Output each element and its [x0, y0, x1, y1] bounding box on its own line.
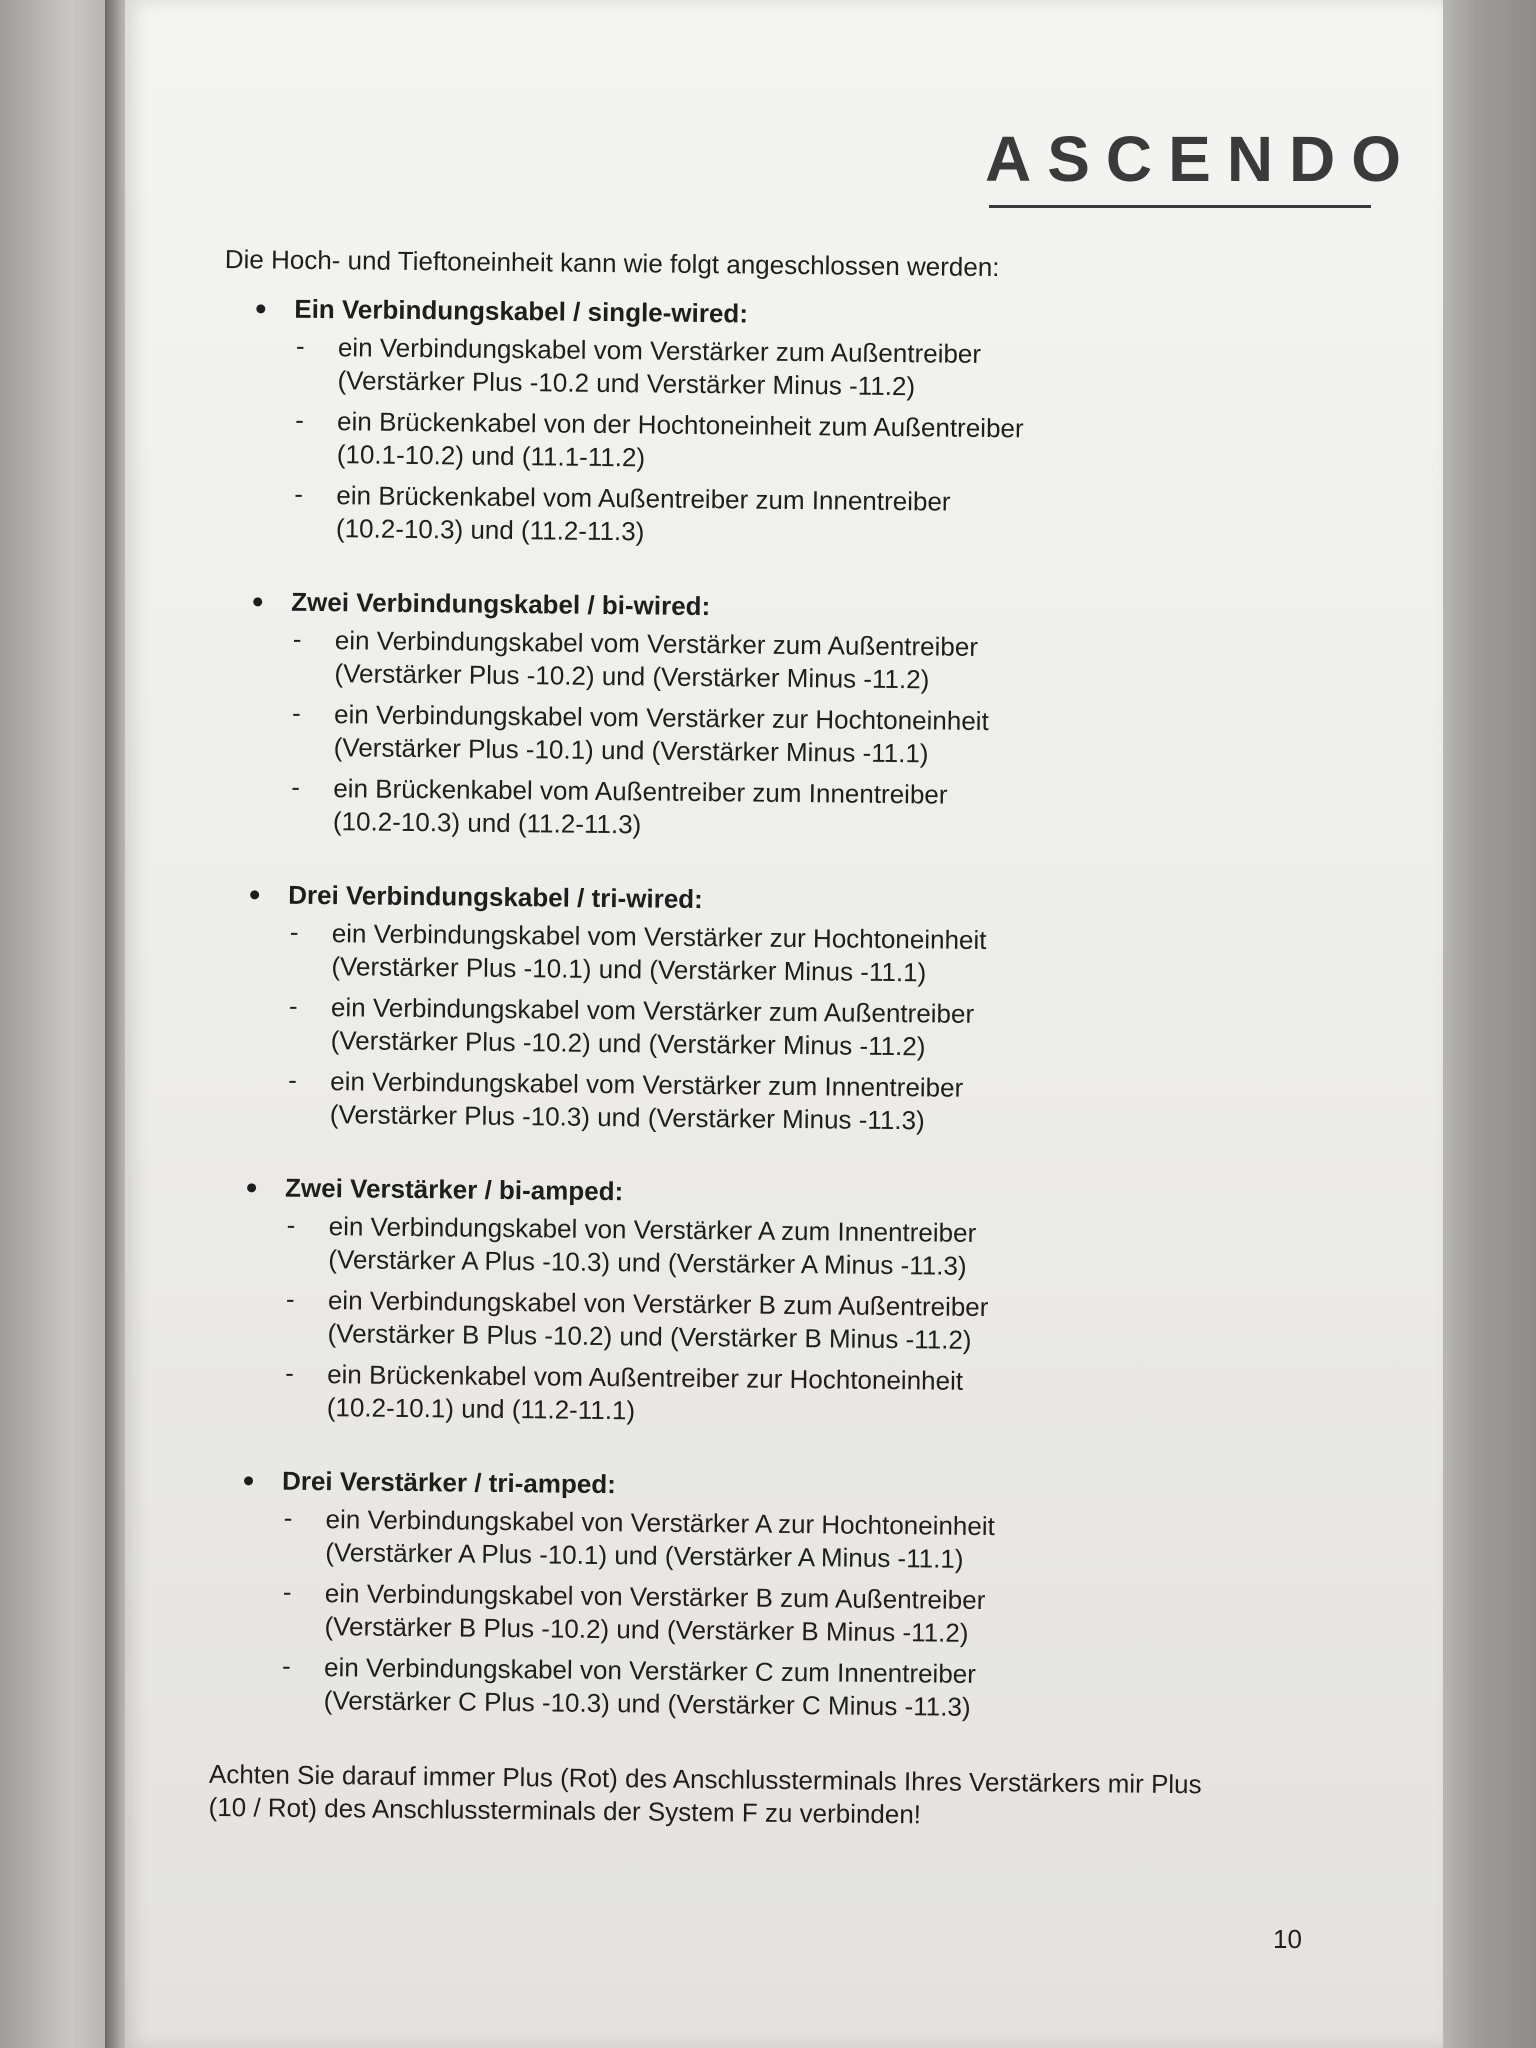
- item-line: (Verstärker A Plus -10.1) und (Verstärker A Minus -11.1): [325, 1537, 964, 1574]
- list-item: [223, 404, 1344, 482]
- item-line: ein Verbindungskabel vom Verstärker zum Außentreiber: [330, 992, 975, 1029]
- item-line: ein Verbindungskabel vom Verstärker zum Innentreiber: [330, 1066, 964, 1103]
- item-line: (10.2-10.1) und (11.2-11.1): [326, 1392, 636, 1426]
- item-line: ein Verbindungskabel vom Verstärker zum Außentreiber: [334, 625, 979, 662]
- section-title-text: Ein Verbindungskabel / single-wired:: [294, 293, 749, 329]
- list-item: [217, 916, 1338, 994]
- dash-marker: -: [288, 990, 298, 1021]
- dash-marker: -: [292, 623, 302, 654]
- section-title: [221, 586, 1341, 629]
- section-title-text: Drei Verbindungskabel / tri-wired:: [288, 879, 703, 915]
- list-item: [211, 1502, 1332, 1580]
- item-line: ein Brückenkabel von der Hochtoneinheit zum Außentreiber: [336, 406, 1024, 444]
- item-line: ein Verbindungskabel vom Verstärker zur Hochtoneinheit: [333, 699, 989, 737]
- dash-marker: -: [282, 1576, 292, 1607]
- list-item: [210, 1650, 1331, 1728]
- item-line: ein Brückenkabel vom Außentreiber zur Hochtoneinheit: [327, 1359, 964, 1396]
- section-title: [212, 1465, 1332, 1508]
- bullet-icon: [247, 1183, 256, 1192]
- item-line: ein Verbindungskabel vom Verstärker zur Hochtoneinheit: [331, 918, 987, 956]
- item-line: (Verstärker Plus -10.1) und (Verstärker Minus -11.1): [333, 732, 929, 769]
- item-line: ein Brückenkabel vom Außentreiber zum Innentreiber: [333, 773, 948, 810]
- list-item: [220, 697, 1341, 775]
- section: [222, 293, 1345, 556]
- page-edge: [1436, 0, 1536, 2048]
- item-line: ein Verbindungskabel von Verstärker A zum Innentreiber: [328, 1211, 977, 1248]
- section-title-text: Zwei Verstärker / bi-amped:: [284, 1172, 624, 1207]
- section-title: [215, 1172, 1335, 1215]
- list-item: [216, 1064, 1337, 1142]
- dash-marker: -: [285, 1357, 295, 1388]
- item-line: (Verstärker Plus -10.2) und (Verstärker Minus -11.2): [330, 1025, 926, 1062]
- page-content: [208, 244, 1344, 1836]
- item-line: (Verstärker C Plus -10.3) und (Verstärker C Minus -11.3): [323, 1685, 971, 1722]
- dash-marker: -: [295, 404, 304, 435]
- section: [213, 1172, 1336, 1435]
- section: [216, 879, 1339, 1142]
- list-item: [213, 1283, 1334, 1361]
- item-line: (10.2-10.3) und (11.2-11.3): [332, 806, 642, 840]
- brand-logo: ASCENDO: [985, 123, 1418, 195]
- item-line: (Verstärker Plus -10.3) und (Verstärker Minus -11.3): [329, 1099, 925, 1136]
- section-title-text: Drei Verstärker / tri-amped:: [281, 1465, 617, 1500]
- bullet-icon: [253, 597, 262, 606]
- list-item: [214, 1209, 1335, 1287]
- item-line: (Verstärker Plus -10.1) und (Verstärker Minus -11.1): [331, 951, 927, 988]
- item-line: (Verstärker A Plus -10.3) und (Verstärker A Minus -11.3): [328, 1244, 967, 1281]
- item-line: (Verstärker Plus -10.2 und Verstärker Minus -11.2): [337, 365, 916, 402]
- section: [219, 586, 1342, 849]
- list-item: [219, 771, 1340, 849]
- list-item: [220, 623, 1341, 701]
- dash-marker: -: [294, 478, 304, 509]
- list-item: [222, 478, 1343, 556]
- dash-marker: -: [281, 1650, 291, 1681]
- list-item: [210, 1576, 1331, 1654]
- dash-marker: -: [283, 1502, 293, 1533]
- bullet-icon: [244, 1476, 253, 1485]
- dash-marker: -: [285, 1283, 295, 1314]
- closing-line: (10 / Rot) des Anschlussterminals der System F zu verbinden!: [208, 1791, 922, 1830]
- section-title: [218, 879, 1338, 922]
- closing-line: Achten Sie darauf immer Plus (Rot) des Anschlussterminals Ihres Verstärkers mir Plus: [208, 1758, 1202, 1800]
- page-number: 10: [1273, 1924, 1302, 1954]
- dash-marker: -: [291, 697, 301, 728]
- list-item: [216, 990, 1337, 1068]
- section: [210, 1465, 1333, 1728]
- bullet-icon: [256, 304, 265, 313]
- bullet-icon: [250, 890, 259, 899]
- item-line: ein Verbindungskabel von Verstärker B zum Außentreiber: [327, 1285, 989, 1323]
- closing-note: [208, 1758, 1329, 1836]
- item-line: ein Verbindungskabel von Verstärker A zur Hochtoneinheit: [325, 1504, 995, 1542]
- dash-marker: -: [289, 916, 299, 947]
- dash-marker: -: [288, 1064, 298, 1095]
- item-line: (10.1-10.2) und (11.1-11.2): [336, 439, 646, 473]
- item-line: (Verstärker Plus -10.2) und (Verstärker Minus -11.2): [334, 658, 930, 695]
- item-line: ein Verbindungskabel von Verstärker C zum Innentreiber: [323, 1652, 977, 1689]
- item-line: (10.2-10.3) und (11.2-11.3): [335, 513, 645, 547]
- item-line: (Verstärker B Plus -10.2) und (Verstärker B Minus -11.2): [324, 1611, 969, 1648]
- brand-underline: [989, 205, 1371, 208]
- document-page: [125, 0, 1443, 2048]
- dash-marker: -: [295, 330, 305, 361]
- item-line: ein Verbindungskabel von Verstärker B zum Außentreiber: [324, 1578, 986, 1616]
- item-line: (Verstärker B Plus -10.2) und (Verstärker B Minus -11.2): [327, 1318, 972, 1355]
- list-item: [223, 330, 1344, 408]
- section-title-text: Zwei Verbindungskabel / bi-wired:: [291, 586, 711, 622]
- section-list: [210, 293, 1345, 1728]
- dash-marker: -: [286, 1209, 296, 1240]
- section-title: [224, 293, 1344, 336]
- list-item: [213, 1357, 1334, 1435]
- dash-marker: -: [291, 771, 301, 802]
- item-line: ein Verbindungskabel vom Verstärker zum Außentreiber: [337, 332, 982, 369]
- intro-text: Die Hoch- und Tieftoneinheit kann wie folgt angeschlossen werden:: [224, 244, 1000, 283]
- item-line: ein Brückenkabel vom Außentreiber zum Innentreiber: [336, 480, 951, 517]
